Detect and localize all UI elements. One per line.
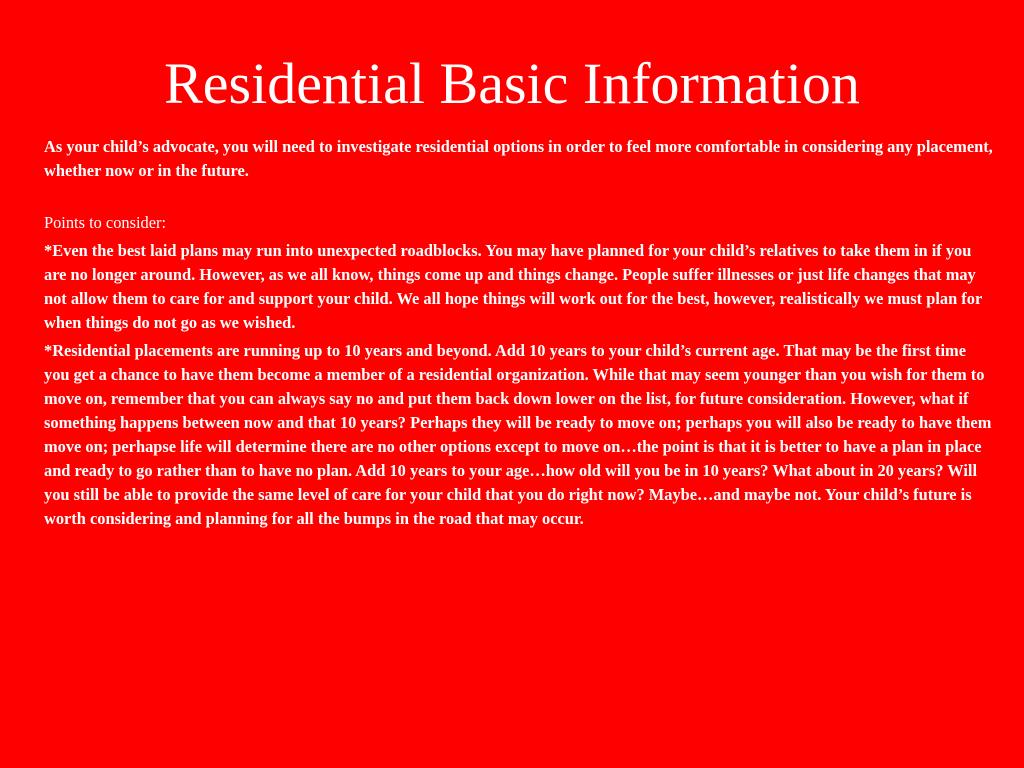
point-residential-wait: *Residential placements are running up to 10 years and beyond. Add 10 years to your child’s current age. That may be the first time you get a chance to have them become a member of a residential organization. While that may seem younger than you wish for them to move on, remember that you can always say no and put them back down lower on the list, for future consideration. However, what if something happens between now and that 10 years? Perhaps they will be ready to move on; perhaps you will also be ready to have them move on; perhapse life will determine there are no other options except to move on…the point is that it is better to have a plan in place and ready to go rather than to have no plan. Add 10 years to your age…how old will you be in 10 years? What about in 20 years? Will you still be able to provide the same level of care for your child that you do right now? Maybe…and maybe not. Your child’s future is worth considering and planning for all the bumps in the road that may occur. <box>44 341 992 528</box>
slide-body <box>44 135 994 535</box>
intro-paragraph: As your child’s advocate, you will need to investigate residential options in order to feel more comfortable in considering any placement, whether now or in the future. <box>44 137 993 180</box>
slide-title: Residential Basic Information <box>164 51 860 116</box>
points-heading: Points to consider: <box>44 213 167 232</box>
point-roadblocks: *Even the best laid plans may run into unexpected roadblocks. You may have planned for your child’s relatives to take them in if you are no longer around. However, as we all know, things come up and things change. People suffer illnesses or just life changes that may not allow them to care for and support your child. We all hope things will work out for the best, however, realistically we must plan for when things do not go as we wished. <box>44 241 982 332</box>
